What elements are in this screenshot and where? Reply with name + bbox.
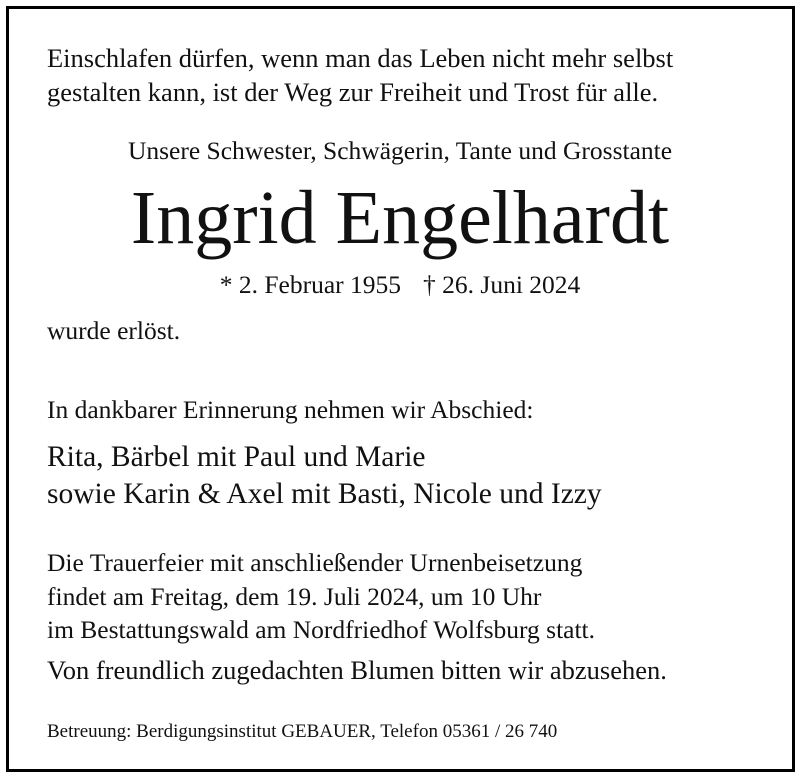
service-line-3: im Bestattungswald am Nordfriedhof Wolfsburg statt. <box>47 615 596 644</box>
service-line-1: Die Trauerfeier mit anschließender Urnenbeisetzung <box>47 548 583 577</box>
service-line-2: findet am Freitag, dem 19. Juli 2024, um 10 Uhr <box>47 582 542 611</box>
farewell-text: In dankbarer Erinnerung nehmen wir Abschied: <box>47 395 534 424</box>
quote-line-2: gestalten kann, ist der Weg zur Freiheit und Trost für alle. <box>47 77 659 107</box>
flowers-notice: Von freundlich zugedachten Blumen bitten wir abzusehen. <box>47 655 667 685</box>
released-text: wurde erlöst. <box>47 316 181 345</box>
quote-line-1: Einschlafen dürfen, wenn man das Leben nicht mehr selbst <box>47 43 674 73</box>
mourner-line-1: Rita, Bärbel mit Paul und Marie <box>47 441 426 473</box>
birth-date: * 2. Februar 1955 <box>219 270 402 299</box>
relationship-intro: Unsere Schwester, Schwägerin, Tante und Grosstante <box>127 136 673 165</box>
death-date: † 26. Juni 2024 <box>423 270 581 299</box>
deceased-name: Ingrid Engelhardt <box>130 176 670 260</box>
life-dates <box>0 272 800 298</box>
mourner-line-2: sowie Karin & Axel mit Basti, Nicole und Izzy <box>47 478 602 510</box>
funeral-home-contact: Betreuung: Berdigungsinstitut GEBAUER, Telefon 05361 / 26 740 <box>47 721 558 742</box>
